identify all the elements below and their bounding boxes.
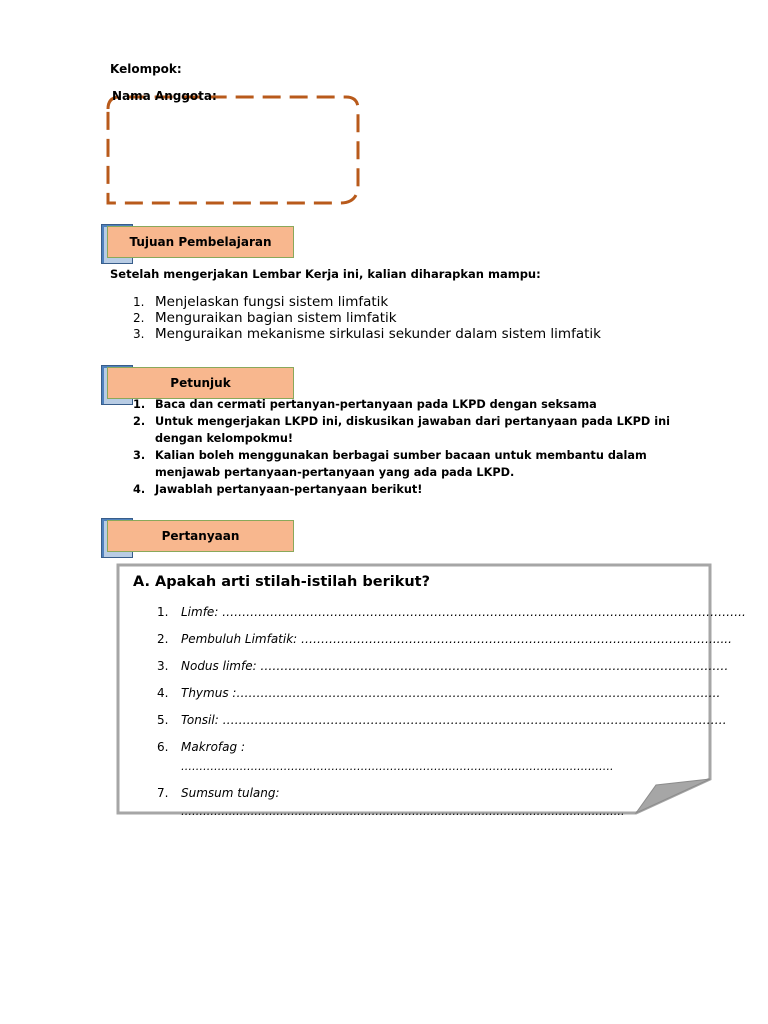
item-text: Tonsil: ……………………………………………………………………………………………………………… [181, 713, 727, 727]
item-number: 1. [157, 605, 169, 619]
item-text: Baca dan cermati pertanyan-pertanyaan pada LKPD dengan seksama [155, 398, 597, 411]
item-text: Limfe: ………………………………………………………………………………………………………………….. [181, 605, 746, 619]
item-number: 1. [133, 295, 145, 309]
item-number: 2. [157, 632, 169, 646]
question-title: A. Apakah arti stilah-istilah berikut? [133, 574, 431, 590]
item-number: 4. [133, 483, 146, 496]
item-number: 5. [157, 713, 169, 727]
answer-line: ………………………………………………………………………………………………………. [181, 760, 614, 773]
item-number: 2. [133, 415, 146, 428]
item-text: Sumsum tulang: [181, 786, 280, 800]
item-number: 7. [157, 786, 169, 800]
item-text: Jawablah pertanyaan-pertanyaan berikut! [155, 483, 423, 496]
question-item [157, 605, 746, 619]
list-item [133, 326, 601, 342]
question-item [157, 632, 732, 646]
questions-section-header [101, 518, 293, 558]
goals-section-header [101, 224, 293, 264]
item-text: Menguraikan mekanisme sirkulasi sekunder dalam sistem limfatik [155, 326, 601, 342]
answer-line: …………………………………………………………………………………………………………. [181, 805, 625, 818]
list-item [133, 413, 673, 447]
question-item [157, 786, 280, 800]
item-number: 3. [157, 659, 169, 673]
instructions-section-title: Petunjuk [107, 367, 294, 399]
item-number: 4. [157, 686, 169, 700]
question-item [157, 686, 720, 700]
item-number: 6. [157, 740, 169, 754]
members-box [100, 95, 360, 205]
question-item [157, 713, 727, 727]
list-item [133, 481, 673, 498]
item-text: Nodus limfe: ……………………………………………………………………………………………………… [181, 659, 729, 673]
item-number: 3. [133, 449, 146, 462]
instructions-list [133, 396, 673, 498]
item-text: Kalian boleh menggunakan berbagai sumber bacaan untuk membantu dalam menjawab pertanyaan-pertanyaan yang ada pada LKPD. [155, 449, 647, 479]
group-label: Kelompok: [110, 62, 182, 76]
item-number: 2. [133, 311, 145, 325]
members-label: Nama Anggota: [112, 89, 217, 103]
list-item [133, 396, 673, 413]
item-text: Menjelaskan fungsi sistem limfatik [155, 294, 389, 310]
item-number: 3. [133, 327, 145, 341]
question-item [157, 740, 245, 754]
item-text: Pembuluh Limfatik: …………………………………………………………………………………………...... [181, 632, 732, 646]
list-item [133, 447, 673, 481]
questions-section-title: Pertanyaan [107, 520, 294, 552]
item-text: Thymus :…………………………………………………………………………………………………………. [181, 686, 721, 700]
list-item [133, 294, 601, 310]
goals-intro: Setelah mengerjakan Lembar Kerja ini, kalian diharapkan mampu: [110, 267, 541, 281]
goals-list [133, 294, 601, 342]
goals-section-title: Tujuan Pembelajaran [107, 226, 294, 258]
item-number: 1. [133, 398, 146, 411]
list-item [133, 310, 601, 326]
item-text: Untuk mengerjakan LKPD ini, diskusikan jawaban dari pertanyaan pada LKPD ini dengan kelompokmu! [155, 415, 670, 445]
item-text: Menguraikan bagian sistem limfatik [155, 310, 397, 326]
item-text: Makrofag : [181, 740, 245, 754]
question-item [157, 659, 728, 673]
